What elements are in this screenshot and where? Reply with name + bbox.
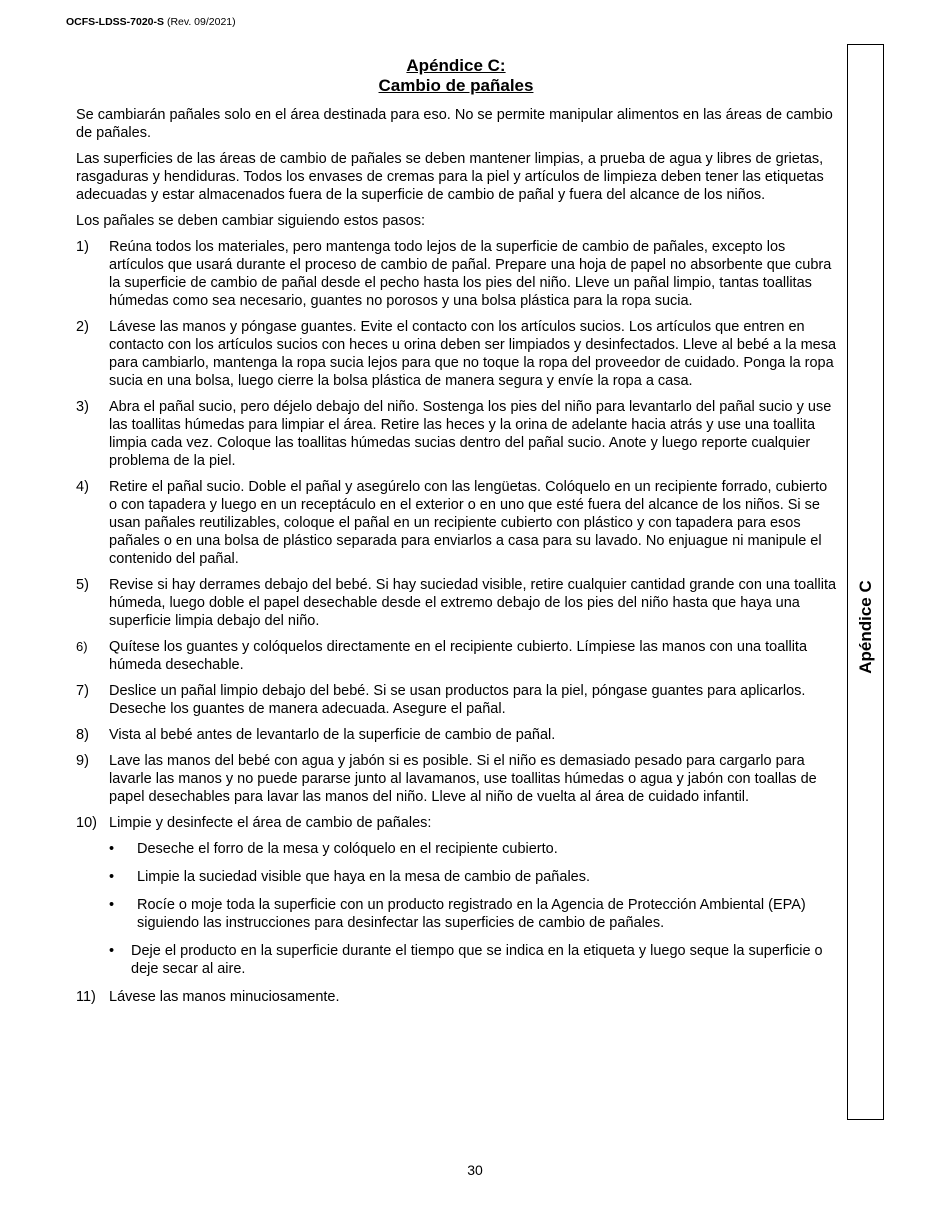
bullet-text: Limpie la suciedad visible que haya en la mesa de cambio de pañales. <box>137 869 591 885</box>
bullet-item <box>109 868 839 886</box>
step-number: 4) <box>76 479 89 495</box>
bullet-glyph: • <box>109 943 115 959</box>
step-number: 10) <box>76 815 97 831</box>
step-item <box>76 752 839 806</box>
bullet-item <box>109 896 839 932</box>
step-item <box>76 398 839 470</box>
bullet-text: Deje el producto en la superficie durante el tiempo que se indica en la etiqueta y luego seque la superficie o deje secar al aire. <box>131 943 823 977</box>
step-text: Limpie y desinfecte el área de cambio de pañales: <box>109 815 432 831</box>
side-tab <box>847 44 884 1120</box>
step-item <box>76 318 839 390</box>
step-text: Revise si hay derrames debajo del bebé. Si hay suciedad visible, retire cualquier cantidad grande con una toallita húmeda, luego doble el papel desechable desde el extremo debajo de los pies del niño hasta que haya una superficie limpia debajo del niño. <box>109 577 837 629</box>
step-number: 8) <box>76 727 89 743</box>
title-line-2: Cambio de pañales <box>378 76 534 95</box>
page-number: 30 <box>467 1162 483 1178</box>
step-text: Lávese las manos y póngase guantes. Evite el contacto con los artículos sucios. Los artículos que entren en contacto con los artículos sucios con heces u orina deben ser limpiados y desinfectados. Lleve al bebé a la mesa para cambiarlo, mantenga la ropa sucia lejos para que no toque la ropa del proveedor de cuidado. Ponga la ropa sucia en una bolsa, luego cierre la bolsa plástica de manera segura y envíe la ropa a casa. <box>109 319 837 389</box>
step-item <box>76 682 839 718</box>
step-item <box>76 638 839 674</box>
side-tab-label: Apéndice C <box>855 580 875 674</box>
step-number: 1) <box>76 239 89 255</box>
step-item <box>76 576 839 630</box>
form-code: OCFS-LDSS-7020-S <box>66 16 165 28</box>
intro-paragraph: Se cambiarán pañales solo en el área destinada para eso. No se permite manipular alimentos en las áreas de cambio de pañales. <box>76 107 833 141</box>
bullet-glyph: • <box>109 841 115 857</box>
intro-paragraph: Los pañales se deben cambiar siguiendo estos pasos: <box>76 213 426 229</box>
step-text: Vista al bebé antes de levantarlo de la superficie de cambio de pañal. <box>109 727 556 743</box>
title-line-1: Apéndice C: <box>406 56 506 75</box>
step-text: Quítese los guantes y colóquelos directamente en el recipiente cubierto. Límpiese las manos con una toallita húmeda desechable. <box>109 639 808 673</box>
step-number: 2) <box>76 319 89 335</box>
form-revision: (Rev. 09/2021) <box>166 16 236 28</box>
step-number: 11) <box>76 989 96 1005</box>
step-number: 5) <box>76 577 89 593</box>
step-number: 7) <box>76 683 89 699</box>
step-item <box>76 478 839 568</box>
intro-paragraph: Las superficies de las áreas de cambio de pañales se deben mantener limpias, a prueba de agua y libres de grietas, rasgaduras y hendiduras. Todos los envases de cremas para la piel y artículos de limpieza deben tener las etiquetas adecuadas y estar almacenados fuera de la superficie de cambio de pañal y fuera del alcance de los niños. <box>76 151 824 203</box>
cleaning-bullet-list <box>109 840 839 978</box>
step-text: Deslice un pañal limpio debajo del bebé. Si se usan productos para la piel, póngase guantes para aplicarlos. Deseche los guantes de manera adecuada. Asegure el pañal. <box>109 683 806 717</box>
bullet-glyph: • <box>109 897 115 913</box>
bullet-text: Deseche el forro de la mesa y colóquelo en el recipiente cubierto. <box>137 841 558 857</box>
step-number: 9) <box>76 753 89 769</box>
step-text: Lave las manos del bebé con agua y jabón si es posible. Si el niño es demasiado pesado para cargarlo para lavarle las manos y no puede pararse junto al lavamanos, use toallitas húmedas o agua y jabón con toallas de papel desechables para lavar las manos del niño. Lleve al niño de vuelta al área de cuidado infantil. <box>109 753 817 805</box>
step-item <box>76 238 839 310</box>
document-body <box>76 106 839 1014</box>
bullet-item <box>109 942 839 978</box>
page-title <box>66 56 846 96</box>
step-text: Lávese las manos minuciosamente. <box>109 989 340 1005</box>
step-item <box>76 726 839 744</box>
bullet-item <box>109 840 839 858</box>
step-text: Reúna todos los materiales, pero mantenga todo lejos de la superficie de cambio de pañales, excepto los artículos que usará durante el proceso de cambio de pañal. Prepare una hoja de papel no absorbente que cubra la superficie de cambio de pañal desde el pecho hasta los pies del niño. Lleve un pañal limpio, tantas toallitas húmedas como sea necesario, guantes no porosos y una bolsa plástica para la ropa sucia. <box>109 239 832 309</box>
bullet-text: Rocíe o moje toda la superficie con un producto registrado en la Agencia de Protección Ambiental (EPA) siguiendo las instrucciones para desinfectar las superficies de cambio de pañales. <box>137 897 806 931</box>
step-text: Retire el pañal sucio. Doble el pañal y asegúrelo con las lengüetas. Colóquelo en un recipiente forrado, cubierto o con tapadera y luego en un receptáculo en el exterior o en uno que esté fuera del alcance de los niños. Si se usan pañales reutilizables, coloque el pañal en un recipiente cubierto con plástico y con tapadera para esos pañales o en una bolsa de plástico separada para enviarlos a casa para su lavado. No enjuague ni manipule el contenido del pañal. <box>109 479 828 567</box>
step-item <box>76 988 839 1006</box>
step-text: Abra el pañal sucio, pero déjelo debajo del niño. Sostenga los pies del niño para levantarlo del pañal sucio y use las toallitas húmedas para limpiar el área. Retire las heces y la orina de adelante hacia atrás y use una toallita limpia cada vez. Coloque las toallitas húmedas sucias dentro del pañal sucio. Anote y luego reporte cualquier problema de la piel. <box>109 399 832 469</box>
bullet-glyph: • <box>109 869 115 885</box>
step-number: 3) <box>76 399 89 415</box>
form-header <box>66 16 236 28</box>
step-item <box>76 814 839 832</box>
step-number: 6) <box>76 639 88 654</box>
